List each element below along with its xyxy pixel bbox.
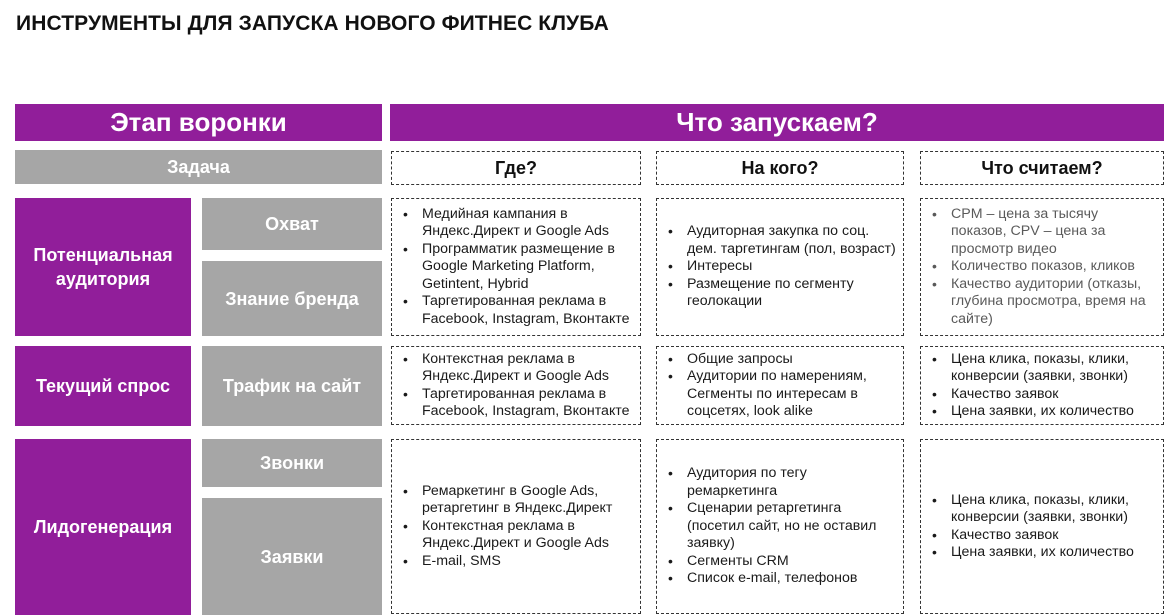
cell-where-demand xyxy=(391,346,641,425)
list-item: • Размещение по сегменту геолокации xyxy=(663,276,897,311)
cell-measure-demand xyxy=(920,346,1164,425)
list-item: • E-mail, SMS xyxy=(398,553,634,571)
stage-lead-generation: Лидогенерация xyxy=(15,439,191,615)
list-item: • Аудитория по тегу ремаркетинга xyxy=(663,465,897,500)
header-measure: Что считаем? xyxy=(920,151,1164,185)
list-item: • Список e-mail, телефонов xyxy=(663,570,897,588)
list-item: • Количество показов, кликов xyxy=(927,258,1157,276)
list-item: • Таргетированная реклама в Facebook, Instagram, Вконтакте xyxy=(398,293,634,328)
list-item: • Качество заявок xyxy=(927,386,1157,404)
list-item: • Контекстная реклама в Яндекс.Директ и Google Ads xyxy=(398,518,634,553)
task-requests: Заявки xyxy=(202,498,382,615)
list-item: • Цена заявки, их количество xyxy=(927,403,1157,421)
cell-measure-potential xyxy=(920,198,1164,336)
list-item: • Ремаркетинг в Google Ads, ретаргетинг в Яндекс.Директ xyxy=(398,483,634,518)
cell-measure-leads xyxy=(920,439,1164,614)
header-stage: Этап воронки xyxy=(15,104,382,141)
list-item: • CPM – цена за тысячу показов, CPV – цена за просмотр видео xyxy=(927,206,1157,259)
stage-potential-audience: Потенциальная аудитория xyxy=(15,198,191,336)
list-item: • Сценарии ретаргетинга (посетил сайт, но не оставил заявку) xyxy=(663,500,897,553)
list-item: • Медийная кампания в Яндекс.Директ и Google Ads xyxy=(398,206,634,241)
header-whom: На кого? xyxy=(656,151,904,185)
cell-where-leads xyxy=(391,439,641,614)
list-item: • Программатик размещение в Google Marketing Platform, Getintent, Hybrid xyxy=(398,241,634,294)
stage-current-demand: Текущий спрос xyxy=(15,346,191,426)
list-item: • Аудиторная закупка по соц. дем. таргетингам (пол, возраст) xyxy=(663,223,897,258)
task-calls: Звонки xyxy=(202,439,382,487)
task-site-traffic: Трафик на сайт xyxy=(202,346,382,426)
cell-whom-leads xyxy=(656,439,904,614)
list-item: • Сегменты CRM xyxy=(663,553,897,571)
list-item: • Контекстная реклама в Яндекс.Директ и Google Ads xyxy=(398,351,634,386)
list-item: • Интересы xyxy=(663,258,897,276)
task-reach: Охват xyxy=(202,198,382,250)
list-item: • Цена заявки, их количество xyxy=(927,544,1157,562)
task-brand-awareness: Знание бренда xyxy=(202,261,382,336)
list-item: • Качество аудитории (отказы, глубина просмотра, время на сайте) xyxy=(927,276,1157,329)
page-title: ИНСТРУМЕНТЫ ДЛЯ ЗАПУСКА НОВОГО ФИТНЕС КЛУБА xyxy=(16,12,609,35)
cell-whom-potential xyxy=(656,198,904,336)
header-task: Задача xyxy=(15,150,382,184)
list-item: • Цена клика, показы, клики, конверсии (заявки, звонки) xyxy=(927,492,1157,527)
cell-where-potential xyxy=(391,198,641,336)
header-where: Где? xyxy=(391,151,641,185)
cell-whom-demand xyxy=(656,346,904,425)
list-item: • Цена клика, показы, клики, конверсии (заявки, звонки) xyxy=(927,351,1157,386)
list-item: • Таргетированная реклама в Facebook, Instagram, Вконтакте xyxy=(398,386,634,421)
list-item: • Качество заявок xyxy=(927,527,1157,545)
list-item: • Аудитории по намерениям, Сегменты по интересам в соцсетях, look alike xyxy=(663,368,897,421)
list-item: • Общие запросы xyxy=(663,351,897,369)
header-what: Что запускаем? xyxy=(390,104,1164,141)
